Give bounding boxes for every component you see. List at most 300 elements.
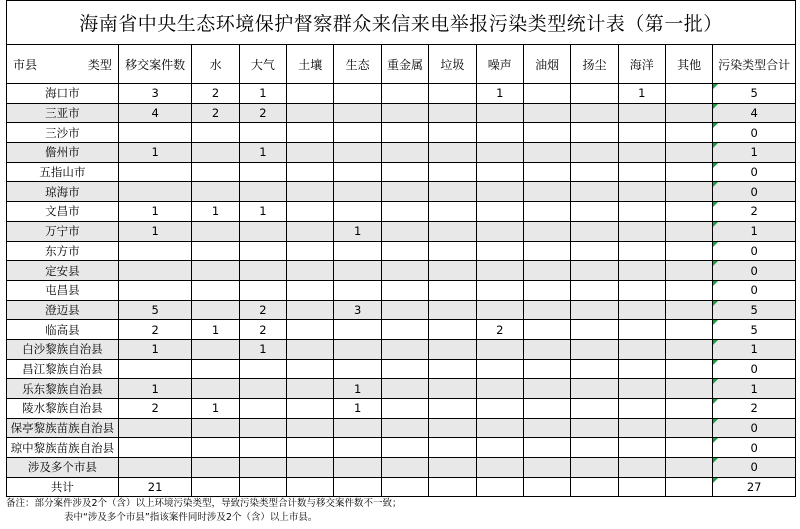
table-cell[interactable] xyxy=(429,241,476,261)
table-cell[interactable] xyxy=(571,399,618,419)
table-cell[interactable] xyxy=(239,359,286,379)
total-row-total[interactable]: 27 xyxy=(713,477,796,497)
table-cell[interactable] xyxy=(429,458,476,478)
table-cell[interactable]: 1 xyxy=(192,399,239,419)
table-cell[interactable] xyxy=(523,477,570,497)
table-cell[interactable] xyxy=(523,162,570,182)
table-cell[interactable] xyxy=(429,359,476,379)
total-cell[interactable]: 0 xyxy=(713,123,796,143)
table-cell[interactable] xyxy=(334,143,381,163)
table-cell[interactable] xyxy=(571,84,618,104)
table-cell[interactable] xyxy=(618,458,665,478)
table-cell[interactable] xyxy=(118,418,192,438)
city-cell[interactable]: 澄迈县 xyxy=(7,300,119,320)
table-cell[interactable] xyxy=(429,261,476,281)
table-cell[interactable] xyxy=(476,123,523,143)
total-cell[interactable]: 5 xyxy=(713,84,796,104)
table-cell[interactable] xyxy=(523,399,570,419)
table-cell[interactable] xyxy=(287,280,334,300)
table-cell[interactable] xyxy=(192,221,239,241)
table-cell[interactable] xyxy=(476,438,523,458)
table-cell[interactable]: 3 xyxy=(118,84,192,104)
table-cell[interactable] xyxy=(287,379,334,399)
table-cell[interactable] xyxy=(381,280,428,300)
table-cell[interactable] xyxy=(476,103,523,123)
table-cell[interactable] xyxy=(334,418,381,438)
table-cell[interactable] xyxy=(381,438,428,458)
city-cell[interactable]: 屯昌县 xyxy=(7,280,119,300)
table-cell[interactable]: 1 xyxy=(239,84,286,104)
table-cell[interactable] xyxy=(618,202,665,222)
city-cell[interactable]: 琼中黎族苗族自治县 xyxy=(7,438,119,458)
table-cell[interactable]: 1 xyxy=(239,143,286,163)
table-cell[interactable]: 1 xyxy=(192,320,239,340)
table-cell[interactable]: 1 xyxy=(118,143,192,163)
table-cell[interactable] xyxy=(239,438,286,458)
header-cases[interactable]: 移交案件数 xyxy=(118,45,192,84)
table-cell[interactable] xyxy=(287,261,334,281)
table-cell[interactable] xyxy=(618,241,665,261)
table-cell[interactable] xyxy=(476,379,523,399)
total-cell[interactable]: 0 xyxy=(713,458,796,478)
table-cell[interactable] xyxy=(381,103,428,123)
table-cell[interactable] xyxy=(429,477,476,497)
table-cell[interactable] xyxy=(665,399,712,419)
table-cell[interactable] xyxy=(334,339,381,359)
table-cell[interactable] xyxy=(523,320,570,340)
city-cell[interactable]: 万宁市 xyxy=(7,221,119,241)
table-cell[interactable] xyxy=(192,241,239,261)
table-cell[interactable] xyxy=(476,418,523,438)
table-cell[interactable] xyxy=(429,202,476,222)
table-cell[interactable] xyxy=(523,241,570,261)
table-cell[interactable] xyxy=(429,300,476,320)
table-cell[interactable] xyxy=(476,458,523,478)
table-cell[interactable]: 1 xyxy=(118,339,192,359)
table-cell[interactable] xyxy=(381,418,428,438)
total-cell[interactable]: 1 xyxy=(713,143,796,163)
table-cell[interactable] xyxy=(239,458,286,478)
table-cell[interactable] xyxy=(334,438,381,458)
table-cell[interactable] xyxy=(665,261,712,281)
table-cell[interactable] xyxy=(429,84,476,104)
table-cell[interactable] xyxy=(571,300,618,320)
table-cell[interactable] xyxy=(118,261,192,281)
table-cell[interactable] xyxy=(665,458,712,478)
table-cell[interactable] xyxy=(523,123,570,143)
table-cell[interactable] xyxy=(571,477,618,497)
table-cell[interactable] xyxy=(618,221,665,241)
table-cell[interactable] xyxy=(192,182,239,202)
table-cell[interactable] xyxy=(429,182,476,202)
table-cell[interactable] xyxy=(192,280,239,300)
table-cell[interactable] xyxy=(665,221,712,241)
total-cell[interactable]: 0 xyxy=(713,280,796,300)
table-cell[interactable] xyxy=(665,182,712,202)
table-cell[interactable] xyxy=(334,261,381,281)
table-cell[interactable] xyxy=(618,379,665,399)
table-cell[interactable] xyxy=(429,123,476,143)
table-cell[interactable] xyxy=(618,399,665,419)
table-cell[interactable] xyxy=(192,359,239,379)
table-cell[interactable] xyxy=(334,103,381,123)
table-cell[interactable] xyxy=(665,123,712,143)
table-cell[interactable] xyxy=(523,280,570,300)
city-cell[interactable]: 三亚市 xyxy=(7,103,119,123)
table-cell[interactable] xyxy=(476,261,523,281)
table-cell[interactable] xyxy=(287,143,334,163)
table-cell[interactable] xyxy=(571,458,618,478)
table-cell[interactable] xyxy=(334,84,381,104)
city-cell[interactable]: 文昌市 xyxy=(7,202,119,222)
table-cell[interactable] xyxy=(665,300,712,320)
table-cell[interactable]: 2 xyxy=(239,300,286,320)
total-cell[interactable]: 0 xyxy=(713,438,796,458)
table-cell[interactable] xyxy=(239,418,286,438)
table-cell[interactable] xyxy=(429,399,476,419)
table-cell[interactable]: 1 xyxy=(118,379,192,399)
table-cell[interactable] xyxy=(618,359,665,379)
city-cell[interactable]: 陵水黎族自治县 xyxy=(7,399,119,419)
table-cell[interactable] xyxy=(476,202,523,222)
table-cell[interactable] xyxy=(618,320,665,340)
total-cell[interactable]: 4 xyxy=(713,103,796,123)
header-soil[interactable]: 土壤 xyxy=(287,45,334,84)
table-cell[interactable] xyxy=(287,438,334,458)
table-cell[interactable]: 2 xyxy=(192,84,239,104)
table-cell[interactable] xyxy=(665,320,712,340)
total-cell[interactable]: 1 xyxy=(713,379,796,399)
table-cell[interactable] xyxy=(192,300,239,320)
table-cell[interactable] xyxy=(192,438,239,458)
table-cell[interactable]: 1 xyxy=(192,202,239,222)
table-cell[interactable] xyxy=(287,84,334,104)
city-cell[interactable]: 涉及多个市县 xyxy=(7,458,119,478)
table-cell[interactable] xyxy=(239,477,286,497)
table-cell[interactable] xyxy=(381,458,428,478)
table-cell[interactable] xyxy=(523,103,570,123)
table-cell[interactable] xyxy=(287,359,334,379)
table-cell[interactable] xyxy=(523,418,570,438)
table-cell[interactable] xyxy=(429,320,476,340)
header-garbage[interactable]: 垃圾 xyxy=(429,45,476,84)
total-cell[interactable]: 2 xyxy=(713,202,796,222)
table-cell[interactable] xyxy=(476,162,523,182)
table-cell[interactable] xyxy=(523,300,570,320)
table-cell[interactable] xyxy=(618,162,665,182)
table-cell[interactable] xyxy=(287,221,334,241)
header-noise[interactable]: 噪声 xyxy=(476,45,523,84)
table-cell[interactable] xyxy=(571,202,618,222)
table-cell[interactable] xyxy=(287,162,334,182)
table-cell[interactable]: 2 xyxy=(476,320,523,340)
city-cell[interactable]: 东方市 xyxy=(7,241,119,261)
city-cell[interactable]: 琼海市 xyxy=(7,182,119,202)
table-cell[interactable] xyxy=(429,438,476,458)
table-cell[interactable] xyxy=(571,261,618,281)
total-cell[interactable]: 0 xyxy=(713,418,796,438)
total-cell[interactable]: 5 xyxy=(713,320,796,340)
city-cell[interactable]: 海口市 xyxy=(7,84,119,104)
table-cell[interactable]: 2 xyxy=(118,320,192,340)
table-cell[interactable] xyxy=(523,438,570,458)
table-cell[interactable] xyxy=(618,143,665,163)
table-cell[interactable] xyxy=(118,123,192,143)
table-cell[interactable] xyxy=(239,221,286,241)
table-cell[interactable] xyxy=(571,438,618,458)
total-cell[interactable]: 1 xyxy=(713,221,796,241)
table-cell[interactable] xyxy=(287,399,334,419)
city-cell[interactable]: 三沙市 xyxy=(7,123,119,143)
table-cell[interactable] xyxy=(192,162,239,182)
table-cell[interactable] xyxy=(571,182,618,202)
table-cell[interactable] xyxy=(381,477,428,497)
table-cell[interactable] xyxy=(192,339,239,359)
table-cell[interactable]: 2 xyxy=(239,103,286,123)
table-cell[interactable] xyxy=(381,339,428,359)
city-cell[interactable]: 白沙黎族自治县 xyxy=(7,339,119,359)
table-cell[interactable] xyxy=(334,162,381,182)
table-cell[interactable] xyxy=(118,182,192,202)
total-cell[interactable]: 0 xyxy=(713,359,796,379)
table-cell[interactable]: 4 xyxy=(118,103,192,123)
table-cell[interactable] xyxy=(523,458,570,478)
table-cell[interactable] xyxy=(523,143,570,163)
table-cell[interactable]: 1 xyxy=(239,339,286,359)
total-cell[interactable]: 0 xyxy=(713,162,796,182)
table-cell[interactable]: 2 xyxy=(118,399,192,419)
header-metal[interactable]: 重金属 xyxy=(381,45,428,84)
table-cell[interactable] xyxy=(618,123,665,143)
table-cell[interactable] xyxy=(571,241,618,261)
table-cell[interactable] xyxy=(665,438,712,458)
table-cell[interactable] xyxy=(571,143,618,163)
header-ocean[interactable]: 海洋 xyxy=(618,45,665,84)
table-cell[interactable] xyxy=(287,320,334,340)
total-row-label[interactable]: 共计 xyxy=(7,477,119,497)
table-cell[interactable] xyxy=(523,84,570,104)
table-cell[interactable] xyxy=(192,123,239,143)
total-cell[interactable]: 2 xyxy=(713,399,796,419)
table-cell[interactable] xyxy=(334,202,381,222)
table-cell[interactable] xyxy=(523,339,570,359)
table-cell[interactable] xyxy=(571,103,618,123)
table-cell[interactable] xyxy=(381,320,428,340)
table-cell[interactable]: 1 xyxy=(334,399,381,419)
table-cell[interactable] xyxy=(287,477,334,497)
table-cell[interactable]: 2 xyxy=(192,103,239,123)
table-cell[interactable] xyxy=(665,477,712,497)
table-cell[interactable] xyxy=(118,458,192,478)
city-cell[interactable]: 昌江黎族自治县 xyxy=(7,359,119,379)
table-cell[interactable]: 2 xyxy=(239,320,286,340)
table-cell[interactable] xyxy=(571,418,618,438)
table-cell[interactable] xyxy=(665,84,712,104)
table-cell[interactable] xyxy=(287,300,334,320)
total-cell[interactable]: 5 xyxy=(713,300,796,320)
header-dust[interactable]: 扬尘 xyxy=(571,45,618,84)
table-cell[interactable] xyxy=(381,143,428,163)
table-cell[interactable] xyxy=(476,280,523,300)
table-cell[interactable] xyxy=(287,103,334,123)
table-cell[interactable] xyxy=(118,438,192,458)
table-cell[interactable] xyxy=(287,458,334,478)
table-cell[interactable] xyxy=(287,202,334,222)
table-cell[interactable] xyxy=(523,379,570,399)
header-water[interactable]: 水 xyxy=(192,45,239,84)
table-cell[interactable] xyxy=(239,182,286,202)
table-cell[interactable] xyxy=(192,477,239,497)
table-cell[interactable] xyxy=(381,261,428,281)
table-cell[interactable] xyxy=(239,379,286,399)
table-cell[interactable] xyxy=(476,399,523,419)
table-cell[interactable] xyxy=(618,300,665,320)
table-cell[interactable] xyxy=(239,162,286,182)
table-cell[interactable] xyxy=(118,241,192,261)
table-cell[interactable] xyxy=(381,399,428,419)
table-cell[interactable] xyxy=(571,221,618,241)
table-cell[interactable] xyxy=(239,261,286,281)
table-cell[interactable]: 1 xyxy=(618,84,665,104)
table-cell[interactable] xyxy=(381,202,428,222)
header-total[interactable]: 污染类型合计 xyxy=(713,45,796,84)
city-cell[interactable]: 保亭黎族苗族自治县 xyxy=(7,418,119,438)
table-cell[interactable] xyxy=(523,261,570,281)
table-cell[interactable] xyxy=(618,103,665,123)
table-cell[interactable] xyxy=(571,123,618,143)
table-cell[interactable] xyxy=(381,379,428,399)
table-cell[interactable] xyxy=(476,143,523,163)
table-cell[interactable]: 1 xyxy=(476,84,523,104)
table-cell[interactable] xyxy=(618,182,665,202)
table-cell[interactable] xyxy=(618,418,665,438)
table-cell[interactable] xyxy=(665,103,712,123)
table-cell[interactable] xyxy=(571,162,618,182)
table-cell[interactable] xyxy=(287,418,334,438)
table-cell[interactable] xyxy=(523,202,570,222)
header-fume[interactable]: 油烟 xyxy=(523,45,570,84)
table-cell[interactable]: 1 xyxy=(118,202,192,222)
table-cell[interactable] xyxy=(665,162,712,182)
table-cell[interactable] xyxy=(665,418,712,438)
table-cell[interactable] xyxy=(192,458,239,478)
table-cell[interactable] xyxy=(476,339,523,359)
table-cell[interactable] xyxy=(523,221,570,241)
table-cell[interactable] xyxy=(239,241,286,261)
table-cell[interactable] xyxy=(118,359,192,379)
table-cell[interactable] xyxy=(571,339,618,359)
table-cell[interactable] xyxy=(381,84,428,104)
table-cell[interactable] xyxy=(429,339,476,359)
table-cell[interactable] xyxy=(334,359,381,379)
table-cell[interactable] xyxy=(571,379,618,399)
table-cell[interactable]: 1 xyxy=(118,221,192,241)
table-cell[interactable] xyxy=(665,339,712,359)
table-cell[interactable] xyxy=(665,280,712,300)
table-cell[interactable] xyxy=(192,379,239,399)
header-air[interactable]: 大气 xyxy=(239,45,286,84)
table-cell[interactable] xyxy=(665,379,712,399)
table-cell[interactable] xyxy=(239,123,286,143)
table-cell[interactable] xyxy=(334,320,381,340)
table-cell[interactable]: 1 xyxy=(334,221,381,241)
table-cell[interactable] xyxy=(381,300,428,320)
table-cell[interactable] xyxy=(381,182,428,202)
table-cell[interactable] xyxy=(192,418,239,438)
table-cell[interactable] xyxy=(381,221,428,241)
table-cell[interactable] xyxy=(287,123,334,143)
table-cell[interactable] xyxy=(618,280,665,300)
city-cell[interactable]: 乐东黎族自治县 xyxy=(7,379,119,399)
table-cell[interactable] xyxy=(287,339,334,359)
total-cell[interactable]: 0 xyxy=(713,261,796,281)
total-cell[interactable]: 0 xyxy=(713,241,796,261)
table-cell[interactable] xyxy=(334,182,381,202)
total-cell[interactable]: 1 xyxy=(713,339,796,359)
table-cell[interactable] xyxy=(618,339,665,359)
table-cell[interactable] xyxy=(429,418,476,438)
table-cell[interactable] xyxy=(192,143,239,163)
table-cell[interactable] xyxy=(239,399,286,419)
table-cell[interactable]: 1 xyxy=(334,379,381,399)
table-cell[interactable] xyxy=(429,162,476,182)
table-cell[interactable] xyxy=(618,477,665,497)
table-cell[interactable] xyxy=(239,280,286,300)
table-cell[interactable] xyxy=(571,320,618,340)
table-cell[interactable] xyxy=(618,438,665,458)
table-cell[interactable] xyxy=(118,280,192,300)
total-cell[interactable]: 0 xyxy=(713,182,796,202)
table-cell[interactable] xyxy=(334,280,381,300)
table-cell[interactable] xyxy=(334,477,381,497)
table-cell[interactable] xyxy=(192,261,239,281)
city-cell[interactable]: 临高县 xyxy=(7,320,119,340)
table-cell[interactable]: 5 xyxy=(118,300,192,320)
table-cell[interactable] xyxy=(523,182,570,202)
table-cell[interactable] xyxy=(476,300,523,320)
table-cell[interactable] xyxy=(476,182,523,202)
corner-header-cell[interactable] xyxy=(7,45,119,84)
table-cell[interactable] xyxy=(287,182,334,202)
table-cell[interactable] xyxy=(118,162,192,182)
table-cell[interactable] xyxy=(476,477,523,497)
table-cell[interactable] xyxy=(287,241,334,261)
table-cell[interactable] xyxy=(429,103,476,123)
table-cell[interactable] xyxy=(381,123,428,143)
table-cell[interactable] xyxy=(618,261,665,281)
table-cell[interactable] xyxy=(381,162,428,182)
table-cell[interactable] xyxy=(571,280,618,300)
header-other[interactable]: 其他 xyxy=(665,45,712,84)
table-cell[interactable] xyxy=(381,241,428,261)
table-cell[interactable] xyxy=(334,123,381,143)
table-cell[interactable] xyxy=(571,359,618,379)
table-cell[interactable] xyxy=(334,241,381,261)
table-cell[interactable] xyxy=(334,458,381,478)
table-cell[interactable] xyxy=(381,359,428,379)
city-cell[interactable]: 定安县 xyxy=(7,261,119,281)
table-cell[interactable] xyxy=(665,143,712,163)
table-cell[interactable] xyxy=(429,280,476,300)
table-cell[interactable] xyxy=(429,221,476,241)
table-cell[interactable] xyxy=(476,221,523,241)
table-cell[interactable] xyxy=(523,359,570,379)
total-row-cases[interactable]: 21 xyxy=(118,477,192,497)
table-cell[interactable]: 1 xyxy=(239,202,286,222)
table-cell[interactable] xyxy=(665,202,712,222)
table-cell[interactable]: 3 xyxy=(334,300,381,320)
table-cell[interactable] xyxy=(665,241,712,261)
